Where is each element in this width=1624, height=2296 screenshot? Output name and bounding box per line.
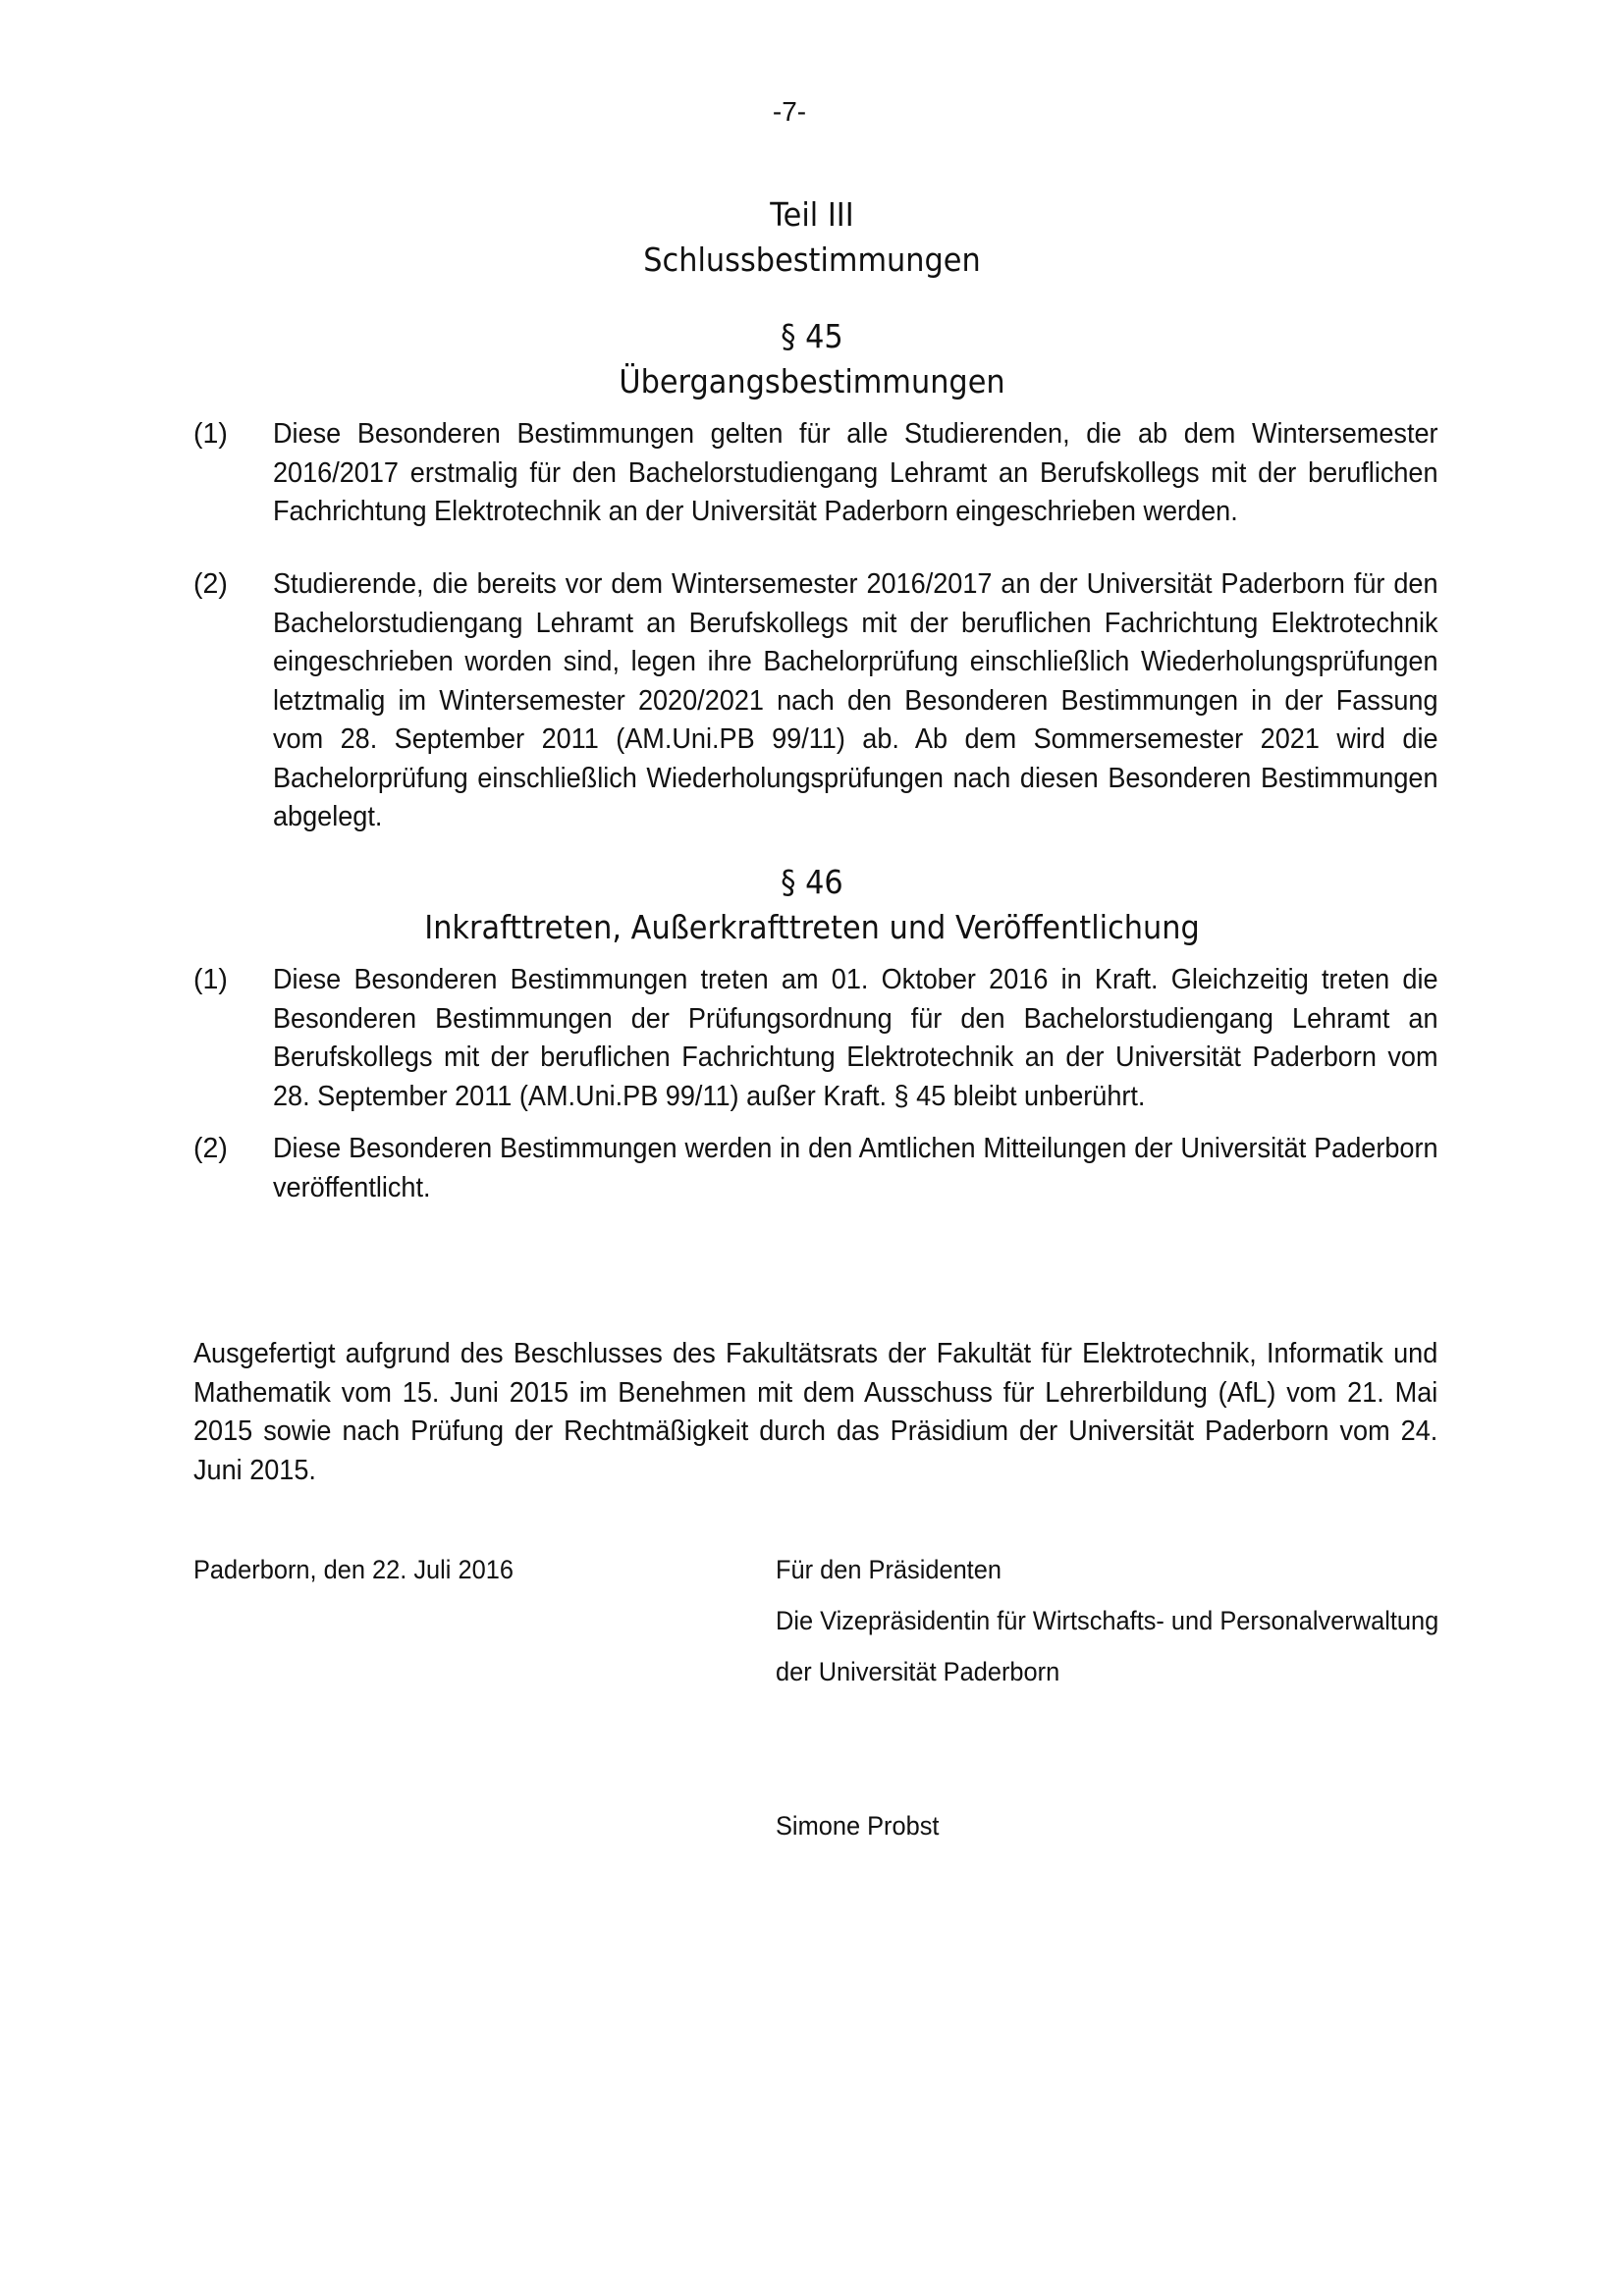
- part-subtitle: Schlussbestimmungen: [643, 240, 981, 279]
- issuance-text: Ausgefertigt aufgrund des Beschlusses des Fakultätsrats der Fakultät für Elektrotechnik, Informatik und Mathematik vom 15. Juni 2015 im Benehmen mit dem Ausschuss für Lehrerbildung (AfL) vom 21. Mai 2015 sowie nach Prüfung der Rechtmäßigkeit durch das Präsidium der Universität Paderborn vom 24. Juni 2015.: [193, 1338, 1438, 1486]
- section-46-heading: [65, 860, 1559, 950]
- issuance-statement: [193, 1335, 1438, 1490]
- paragraph-number: (1): [193, 964, 228, 995]
- signature-line-2: Die Vizepräsidentin für Wirtschafts- und Personalverwaltung: [776, 1606, 1439, 1635]
- section-46-paragraph-1: [193, 961, 1438, 1116]
- signature-line-3: der Universität Paderborn: [776, 1657, 1060, 1686]
- section-46-number: § 46: [781, 863, 843, 901]
- section-45-number: § 45: [781, 317, 843, 355]
- paragraph-text: Diese Besonderen Bestimmungen werden in den Amtlichen Mitteilungen der Universität Paderborn veröffentlicht.: [273, 1133, 1438, 1203]
- section-45-paragraph-2: [193, 565, 1438, 837]
- signatory-name: Simone Probst: [776, 1811, 940, 1841]
- paragraph-text: Studierende, die bereits vor dem Wintersemester 2016/2017 an der Universität Paderborn für den Bachelorstudiengang Lehramt an Berufskollegs mit der beruflichen Fachrichtung Elektrotechnik eingeschrieben worden sind, legen ihre Bachelorprüfung einschließlich Wiederholungsprüfungen letztmalig im Wintersemester 2020/2021 nach den Besonderen Bestimmungen in der Fassung vom 28. September 2011 (AM.Uni.PB 99/11) ab. Ab dem Sommersemester 2021 wird die Bachelorprüfung einschließlich Wiederholungsprüfungen nach diesen Besonderen Bestimmungen abgelegt.: [273, 568, 1438, 832]
- paragraph-text: Diese Besonderen Bestimmungen treten am 01. Oktober 2016 in Kraft. Gleichzeitig treten die Besonderen Bestimmungen der Prüfungsordnung für den Bachelorstudiengang Lehramt an Berufskollegs mit der beruflichen Fachrichtung Elektrotechnik an der Universität Paderborn vom 28. September 2011 (AM.Uni.PB 99/11) außer Kraft. § 45 bleibt unberührt.: [273, 964, 1438, 1112]
- section-45-heading: [65, 314, 1559, 404]
- paragraph-number: (1): [193, 418, 228, 450]
- paragraph-number: (2): [193, 568, 228, 600]
- section-46-title: Inkrafttreten, Außerkrafttreten und Veröffentlichung: [424, 908, 1200, 946]
- paragraph-number: (2): [193, 1133, 228, 1164]
- place-date: Paderborn, den 22. Juli 2016: [193, 1555, 514, 1584]
- part-title: Teil III: [770, 195, 854, 234]
- signature-line-1: Für den Präsidenten: [776, 1555, 1001, 1584]
- section-46-paragraph-2: [193, 1130, 1438, 1207]
- section-45-paragraph-1: [193, 415, 1438, 532]
- page-number: -7-: [772, 96, 807, 127]
- paragraph-text: Diese Besonderen Bestimmungen gelten für alle Studierenden, die ab dem Wintersemester 2016/2017 erstmalig für den Bachelorstudiengang Lehramt an Berufskollegs mit der beruflichen Fachrichtung Elektrotechnik an der Universität Paderborn eingeschrieben werden.: [273, 418, 1438, 527]
- section-45-title: Übergangsbestimmungen: [619, 362, 1005, 400]
- part-heading: [65, 192, 1559, 283]
